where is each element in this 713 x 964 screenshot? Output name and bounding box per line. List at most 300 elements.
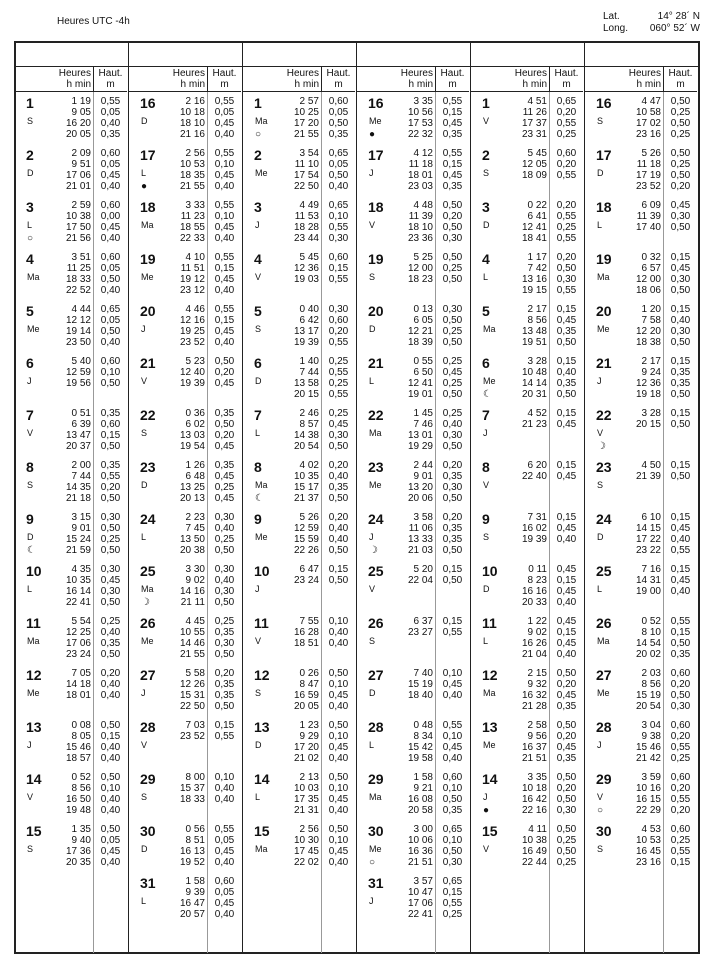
- tide-height: 0,05: [100, 107, 121, 118]
- tide-time: 18 57: [65, 753, 91, 764]
- tide-times: [281, 200, 319, 244]
- tide-times: [623, 304, 661, 348]
- tide-height: 0,20: [670, 783, 691, 794]
- tide-height: 0,25: [214, 616, 235, 627]
- tide-time: 13 48: [521, 326, 547, 337]
- tide-time: 5 20: [413, 564, 433, 575]
- tide-time: 1 45: [413, 408, 433, 419]
- tide-heights: [436, 200, 469, 244]
- tide-time: 23 50: [65, 337, 91, 348]
- day-number: 6: [26, 355, 34, 371]
- column-divider: [356, 41, 357, 954]
- tide-time: 11 23: [180, 211, 205, 222]
- tide-heights: [436, 616, 469, 638]
- tide-time: 14 16: [179, 586, 205, 597]
- tide-height: 0,20: [214, 430, 235, 441]
- tide-time: 12 36: [635, 378, 661, 389]
- tide-heights: [550, 252, 583, 296]
- tide-times: [623, 720, 661, 764]
- tide-time: 9 56: [527, 731, 547, 742]
- tide-time: 20 15: [293, 389, 319, 400]
- day-number: 11: [26, 615, 41, 631]
- tide-time: 9 39: [185, 887, 205, 898]
- day-number: 16: [368, 95, 384, 111]
- weekday: D: [27, 532, 34, 542]
- tide-height: 0,60: [100, 419, 121, 430]
- day-number: 10: [482, 563, 498, 579]
- day-number: 20: [596, 303, 612, 319]
- tide-times: [509, 564, 547, 608]
- tide-height: 0,35: [100, 129, 121, 140]
- tide-height: 0,50: [556, 337, 577, 348]
- tide-heights: [436, 148, 469, 192]
- tide-times: [167, 408, 205, 452]
- tide-time: 3 28: [641, 408, 661, 419]
- tide-height: 0,55: [442, 898, 463, 909]
- tide-time: 16 42: [521, 794, 547, 805]
- tide-height: 0,45: [214, 118, 235, 129]
- tide-time: 14 35: [65, 482, 91, 493]
- tide-times: [509, 720, 547, 764]
- tide-height: 0,25: [670, 107, 691, 118]
- day-entry: [129, 352, 243, 404]
- tide-time: 8 57: [299, 419, 319, 430]
- weekday: L: [369, 740, 375, 750]
- day-number: 21: [368, 355, 384, 371]
- weekday: Me: [369, 844, 382, 854]
- tide-height: 0,10: [442, 731, 463, 742]
- tide-time: 16 26: [521, 638, 547, 649]
- day-number: 23: [368, 459, 384, 475]
- day-entry: [15, 352, 129, 404]
- weekday: S: [141, 428, 148, 438]
- tide-height: 0,15: [670, 564, 691, 575]
- tide-height: 0,50: [670, 638, 691, 649]
- weekday: L: [27, 584, 33, 594]
- tide-heights: [550, 772, 583, 816]
- tide-height: 0,50: [100, 523, 121, 534]
- tide-height: 0,45: [670, 200, 691, 211]
- day-entry: [471, 820, 585, 872]
- tide-height: 0,55: [670, 794, 691, 805]
- tide-column-1: [15, 67, 129, 953]
- tide-height: 0,20: [442, 460, 463, 471]
- tide-heights: [208, 876, 241, 920]
- weekday: D: [255, 740, 262, 750]
- day-number: 13: [26, 719, 42, 735]
- tide-time: 9 51: [71, 159, 91, 170]
- tide-times: [509, 96, 547, 140]
- tide-column-5: [471, 67, 585, 953]
- tide-height: 0,20: [670, 731, 691, 742]
- day-number: 7: [26, 407, 34, 423]
- tide-height: 0,40: [100, 285, 121, 296]
- tide-heights: [94, 720, 127, 764]
- day-entry: [357, 144, 471, 196]
- tide-height: 0,40: [442, 419, 463, 430]
- tide-height: 0,55: [442, 627, 463, 638]
- tide-height: 0,65: [442, 876, 463, 887]
- tide-time: 0 55: [413, 356, 433, 367]
- tide-height: 0,45: [214, 222, 235, 233]
- tide-height: 0,10: [214, 159, 235, 170]
- tide-time: 20 54: [293, 441, 319, 452]
- tide-height: 0,55: [442, 720, 463, 731]
- tide-height: 0,50: [442, 545, 463, 556]
- tide-time: 19 58: [407, 753, 433, 764]
- tide-height: 0,50: [670, 389, 691, 400]
- tide-time: 5 26: [641, 148, 661, 159]
- tide-time: 2 15: [527, 668, 547, 679]
- tide-times: [167, 720, 205, 742]
- tide-time: 11 06: [408, 523, 433, 534]
- tide-times: [623, 200, 661, 233]
- tide-time: 4 44: [71, 304, 91, 315]
- weekday: L: [597, 220, 603, 230]
- header-separator: [435, 67, 436, 92]
- day-number: 26: [596, 615, 612, 631]
- tide-heights: [208, 668, 241, 712]
- tide-time: 3 15: [71, 512, 91, 523]
- tide-height: 0,15: [556, 304, 577, 315]
- day-number: 30: [596, 823, 612, 839]
- tide-column-4: [357, 67, 471, 953]
- tide-height: 0,15: [442, 107, 463, 118]
- tide-time: 18 01: [407, 170, 433, 181]
- day-number: 30: [140, 823, 156, 839]
- tide-time: 8 56: [71, 783, 91, 794]
- weekday: Me: [141, 636, 154, 646]
- tide-heights: [550, 720, 583, 764]
- tide-height: 0,25: [670, 753, 691, 764]
- tide-height: 0,45: [442, 170, 463, 181]
- tide-times: [53, 772, 91, 816]
- tide-time: 18 10: [407, 222, 433, 233]
- moon-phase-icon: ☽: [369, 545, 378, 556]
- tide-height: 0,20: [670, 181, 691, 192]
- tide-time: 1 35: [71, 824, 91, 835]
- tide-height: 0,50: [328, 493, 349, 504]
- tide-time: 13 33: [407, 534, 433, 545]
- tide-times: [281, 356, 319, 400]
- tide-times: [167, 668, 205, 712]
- tide-heights: [550, 356, 583, 400]
- day-number: 17: [596, 147, 612, 163]
- tide-time: 14 31: [635, 575, 661, 586]
- tide-heights: [436, 772, 469, 816]
- tide-height: 0,30: [214, 512, 235, 523]
- tide-time: 17 54: [293, 170, 319, 181]
- weekday: Me: [369, 480, 382, 490]
- tide-heights: [94, 408, 127, 452]
- tide-height: 0,40: [328, 181, 349, 192]
- tide-height: 0,40: [100, 118, 121, 129]
- tide-time: 12 20: [635, 326, 661, 337]
- tide-time: 12 00: [635, 274, 661, 285]
- tide-time: 20 05: [65, 129, 91, 140]
- tide-height: 0,20: [214, 668, 235, 679]
- tide-time: 18 41: [521, 233, 547, 244]
- tide-height: 0,35: [100, 638, 121, 649]
- tide-height: 0,30: [442, 482, 463, 493]
- tide-heights: [94, 356, 127, 389]
- tide-height: 0,50: [556, 668, 577, 679]
- latitude-label: Lat.: [603, 11, 620, 22]
- tide-height: 0,50: [442, 315, 463, 326]
- day-entry: [243, 196, 357, 248]
- tide-height: 0,55: [214, 731, 235, 742]
- tide-height: 0,50: [670, 337, 691, 348]
- day-entry: [357, 352, 471, 404]
- header-separator: [549, 67, 550, 92]
- tide-time: 15 19: [635, 690, 661, 701]
- day-number: 8: [26, 459, 34, 475]
- day-number: 1: [254, 95, 262, 111]
- tide-height: 0,20: [442, 211, 463, 222]
- tide-height: 0,40: [214, 523, 235, 534]
- weekday: J: [369, 168, 374, 178]
- tide-height: 0,60: [328, 96, 349, 107]
- tide-height: 0,50: [556, 794, 577, 805]
- tide-height: 0,25: [670, 835, 691, 846]
- tide-heights: [322, 356, 355, 400]
- tide-time: 14 18: [65, 679, 91, 690]
- tide-height: 0,15: [328, 263, 349, 274]
- tide-time: 20 54: [635, 701, 661, 712]
- tide-height: 0,45: [214, 326, 235, 337]
- day-entry: [129, 92, 243, 144]
- tide-height: 0,15: [670, 460, 691, 471]
- tide-time: 12 12: [65, 315, 91, 326]
- tide-height: 0,45: [328, 419, 349, 430]
- tide-times: [395, 616, 433, 638]
- hour-minute-header: h min: [408, 79, 433, 90]
- day-entry: [243, 144, 357, 196]
- weekday: L: [597, 584, 603, 594]
- tide-heights: [550, 616, 583, 660]
- tide-height: 0,15: [556, 575, 577, 586]
- tide-time: 23 16: [635, 129, 661, 140]
- tide-times: [167, 460, 205, 504]
- tide-height: 0,40: [214, 233, 235, 244]
- day-number: 19: [140, 251, 156, 267]
- tide-height: 0,60: [442, 772, 463, 783]
- hour-minute-header: h min: [636, 79, 661, 90]
- column-divider: [128, 41, 129, 954]
- weekday: S: [255, 324, 262, 334]
- tide-times: [395, 304, 433, 348]
- tide-heights: [94, 668, 127, 701]
- tide-height: 0,50: [328, 545, 349, 556]
- day-entry: [15, 716, 129, 768]
- tide-height: 0,55: [556, 211, 577, 222]
- day-number: 9: [254, 511, 262, 527]
- tide-height: 0,50: [328, 441, 349, 452]
- tide-height: 0,30: [214, 564, 235, 575]
- tide-time: 16 14: [65, 586, 91, 597]
- tide-time: 6 02: [185, 419, 205, 430]
- tide-time: 5 40: [71, 356, 91, 367]
- tide-heights: [94, 304, 127, 348]
- weekday: Ma: [369, 428, 382, 438]
- tide-height: 0,45: [214, 274, 235, 285]
- tide-time: 22 02: [293, 857, 319, 868]
- moon-phase-icon: ○: [255, 129, 262, 140]
- tide-height: 0,55: [328, 274, 349, 285]
- tide-time: 19 56: [65, 378, 91, 389]
- weekday: L: [255, 792, 261, 802]
- tide-times: [395, 408, 433, 452]
- tide-times: [509, 252, 547, 296]
- tide-heights: [322, 148, 355, 192]
- tide-time: 21 37: [293, 493, 319, 504]
- tide-time: 19 15: [521, 285, 547, 296]
- tide-height: 0,60: [214, 876, 235, 887]
- tide-times: [281, 408, 319, 452]
- tide-height: 0,45: [556, 471, 577, 482]
- tide-time: 8 23: [527, 575, 547, 586]
- day-entry: [15, 92, 129, 144]
- tide-time: 9 02: [527, 627, 547, 638]
- tide-height: 0,55: [442, 96, 463, 107]
- tide-height: 0,45: [442, 367, 463, 378]
- tide-height: 0,25: [442, 263, 463, 274]
- tide-heights: [208, 200, 241, 244]
- tide-height: 0,25: [214, 482, 235, 493]
- tide-heights: [94, 512, 127, 556]
- moon-phase-icon: ☾: [27, 545, 36, 556]
- tide-time: 20 02: [635, 649, 661, 660]
- tide-time: 19 39: [293, 337, 319, 348]
- tide-time: 3 59: [641, 772, 661, 783]
- header-separator: [663, 67, 664, 92]
- tide-time: 23 27: [407, 627, 433, 638]
- tide-height: 0,50: [442, 274, 463, 285]
- tide-height: 0,55: [214, 252, 235, 263]
- weekday: Me: [27, 688, 40, 698]
- tide-height: 0,10: [442, 668, 463, 679]
- tide-times: [281, 148, 319, 192]
- tide-time: 3 57: [413, 876, 433, 887]
- weekday: V: [369, 220, 376, 230]
- tide-times: [281, 772, 319, 816]
- tide-height: 0,30: [214, 586, 235, 597]
- day-number: 30: [368, 823, 384, 839]
- tide-height: 0,35: [214, 627, 235, 638]
- tide-time: 0 40: [299, 304, 319, 315]
- tide-time: 12 26: [179, 679, 205, 690]
- tide-time: 6 48: [185, 471, 205, 482]
- day-entry: [471, 404, 585, 456]
- weekday: V: [483, 116, 490, 126]
- day-number: 22: [596, 407, 612, 423]
- tide-height: 0,45: [670, 263, 691, 274]
- tide-heights: [550, 148, 583, 181]
- tide-time: 21 59: [65, 545, 91, 556]
- tide-time: 21 51: [407, 857, 433, 868]
- tide-times: [281, 668, 319, 712]
- tide-time: 10 53: [635, 835, 661, 846]
- tide-height: 0,45: [556, 742, 577, 753]
- day-entry: [357, 248, 471, 300]
- tide-heights: [208, 720, 241, 742]
- day-entry: [129, 144, 243, 196]
- tide-time: 3 54: [299, 148, 319, 159]
- tide-time: 9 21: [413, 783, 433, 794]
- tide-heights: [550, 460, 583, 482]
- day-entry: [243, 92, 357, 144]
- tide-height: 0,50: [442, 337, 463, 348]
- tide-times: [623, 408, 661, 430]
- day-entry: [585, 508, 699, 560]
- day-number: 21: [596, 355, 612, 371]
- tide-height: 0,50: [328, 720, 349, 731]
- tide-time: 19 01: [407, 389, 433, 400]
- tide-time: 14 46: [179, 638, 205, 649]
- tide-height: 0,50: [442, 441, 463, 452]
- tide-height: 0,60: [100, 148, 121, 159]
- tide-time: 12 00: [407, 263, 433, 274]
- weekday: D: [141, 116, 148, 126]
- day-entry: [15, 404, 129, 456]
- tide-time: 10 55: [179, 627, 205, 638]
- tide-times: [53, 408, 91, 452]
- column-header: [471, 67, 585, 92]
- tide-time: 14 15: [635, 523, 661, 534]
- tide-height: 0,15: [442, 887, 463, 898]
- day-entry: [243, 820, 357, 872]
- tide-time: 7 46: [413, 419, 433, 430]
- weekday: D: [597, 168, 604, 178]
- weekday: V: [369, 584, 376, 594]
- tide-height: 0,10: [328, 783, 349, 794]
- tide-time: 20 05: [293, 701, 319, 712]
- tide-height: 0,60: [556, 148, 577, 159]
- tide-height: 0,45: [100, 222, 121, 233]
- tide-height: 0,45: [556, 638, 577, 649]
- moon-phase-icon: ☽: [597, 441, 606, 452]
- day-number: 7: [254, 407, 262, 423]
- tide-time: 11 18: [408, 159, 433, 170]
- weekday: D: [255, 376, 262, 386]
- tide-time: 22 50: [179, 701, 205, 712]
- tide-time: 21 55: [179, 649, 205, 660]
- tide-heights: [664, 616, 697, 660]
- tide-time: 6 41: [527, 211, 547, 222]
- weekday: S: [597, 116, 604, 126]
- tide-time: 12 05: [521, 159, 547, 170]
- tide-height: 0,25: [328, 356, 349, 367]
- weekday: J: [483, 792, 488, 802]
- day-entry: [243, 508, 357, 560]
- tide-height: 0,35: [100, 460, 121, 471]
- tide-time: 22 33: [179, 233, 205, 244]
- tide-times: [53, 824, 91, 868]
- tide-height: 0,55: [670, 742, 691, 753]
- tide-time: 17 35: [293, 794, 319, 805]
- day-entry: [15, 248, 129, 300]
- tide-time: 19 54: [179, 441, 205, 452]
- tide-height: 0,35: [442, 805, 463, 816]
- tide-times: [53, 148, 91, 192]
- tide-height: 0,25: [670, 129, 691, 140]
- tide-height: 0,30: [328, 233, 349, 244]
- day-entry: [129, 612, 243, 664]
- column-header: [585, 67, 699, 92]
- tide-height: 0,40: [328, 701, 349, 712]
- tide-heights: [550, 304, 583, 348]
- tide-time: 1 23: [299, 720, 319, 731]
